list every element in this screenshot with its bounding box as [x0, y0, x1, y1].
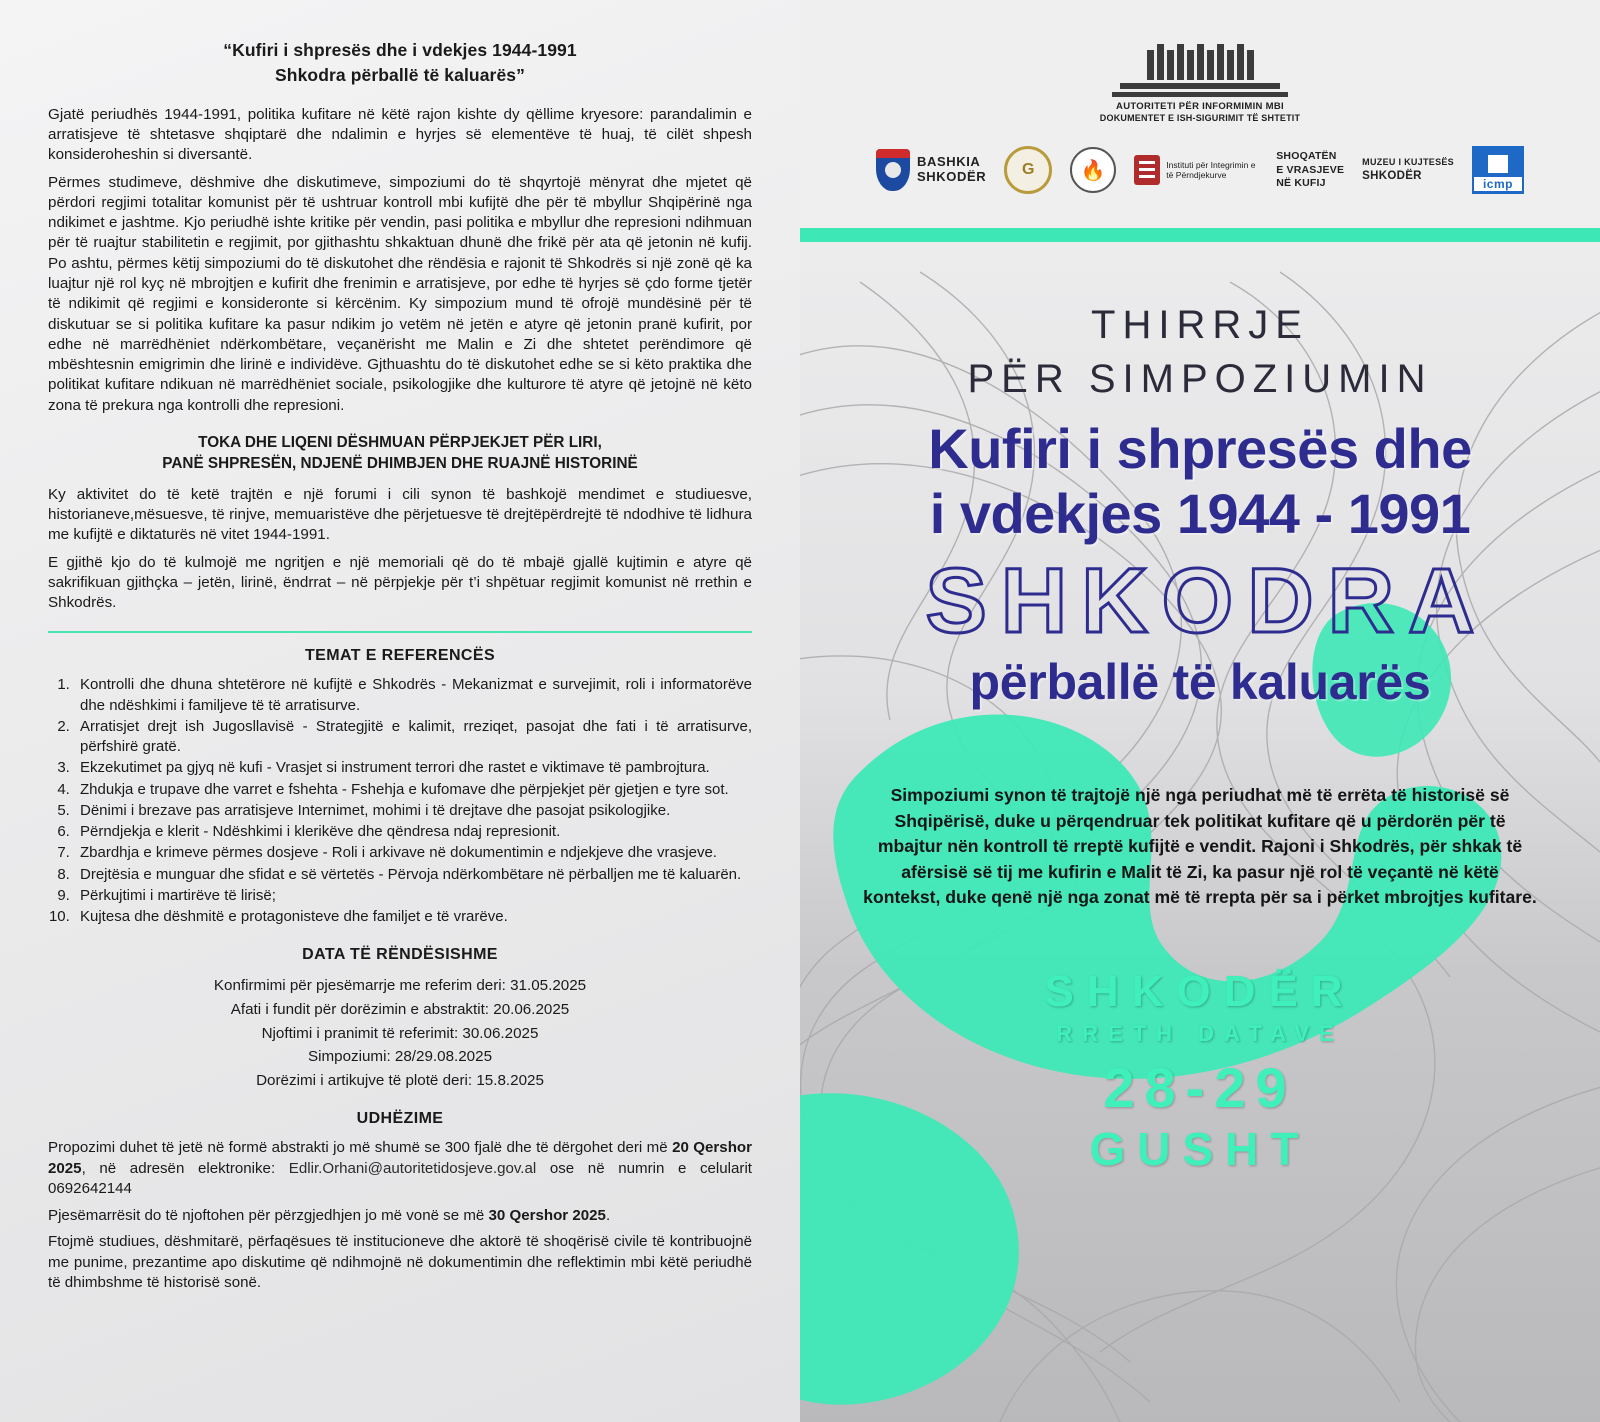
logo-header: [800, 0, 1600, 228]
subheading-line2: PANË SHPRESËN, NDJENË DHIMBJEN DHE RUAJNË HISTORINË: [162, 455, 638, 473]
topics-list: [48, 675, 752, 927]
poster-headline-line2: i vdekjes 1944 - 1991: [929, 481, 1471, 545]
poster-shkodra-outline: SHKODRA: [925, 550, 1489, 653]
museum-line2: SHKODËR: [1362, 169, 1422, 182]
list-item: 5. Dënimi i brezave pas arratisjeve Internimet, mohimi i të drejtave dhe pasojat psikologjike.: [74, 801, 752, 821]
forum-paragraph-2: E gjithë kjo do të kulmojë me ngritjen e një memoriali që do të mbajë gjallë kujtimin e atyre që sakrifikuan gjithçka – jetën, lirinë, ëndrrat – në përpjekje për t’i shpëtuar regjimit komunist në rrethin e Shkodrës.: [48, 553, 752, 612]
footer-month: GUSHT: [1089, 1122, 1311, 1175]
list-item: 9. Përkujtimi i martirëve të lirisë;: [74, 886, 752, 906]
list-item: 3. Ekzekutimet pa gjyq në kufi - Vrasjet si instrument terrori dhe rastet e viktimave të pambrojtura.: [74, 758, 752, 778]
institute-label: Instituti për Integrimin e të Përndjekurve: [1166, 159, 1256, 181]
flame-icon: 🔥: [1080, 159, 1106, 182]
bashkia-line1: BASHKIA: [917, 154, 981, 170]
contact-phone: 0692642144: [48, 1180, 132, 1198]
institute-mark-icon: [1134, 155, 1160, 185]
adisa-label-line2: DOKUMENTET E ISH-SIGURIMIT TË SHTETIT: [1099, 112, 1301, 123]
logo-row-primary: [800, 0, 1600, 124]
guide-deadline-1: 20 Qershor 2025: [48, 1139, 753, 1177]
poster-abstract-text: Simpoziumi synon të trajtojë një nga periudhat më të errëta të historisë së Shqipërisë, duke u përqendruar tek politikat kufitare që u përdorën për të mbajtur nën kontroll të rreptë kufijtë e vendit. Rajoni i Shkodrës, për shkak të afërsisë së tij me kufirin e Malit të Zi, ka pasur një rol të veçantë në këtë kontekst, duke qenë një nga zonat më të rrepta për sa i përket mbrojtjes kufitare.: [863, 785, 1537, 908]
date-item: Njoftimi i pranimit të referimit: 30.06.2025: [261, 1024, 539, 1042]
spacer: [48, 928, 752, 942]
poster-content: [800, 242, 1600, 1176]
archive-building-icon: [1035, 26, 1365, 80]
call-line-2: PËR SIMPOZIUMIN: [967, 357, 1433, 401]
shoqata-logo: [1276, 150, 1344, 189]
footer-city: SHKODËR: [1044, 966, 1356, 1016]
dates-list: [48, 974, 752, 1092]
logo-row-partners: [800, 146, 1600, 194]
list-item: 10. Kujtesa dhe dëshmitë e protagonisteve dhe familjet e të vrarëve.: [74, 907, 752, 927]
bashkia-label: [917, 155, 986, 185]
association-seal-icon: [1070, 147, 1116, 193]
left-title-line1: “Kufiri i shpresës dhe i vdekjes 1944-1991: [223, 40, 577, 60]
poster-headline-line1: Kufiri i shpresës dhe: [928, 417, 1472, 480]
adisa-label-line1: AUTORITETI PËR INFORMIMIN MBI: [1116, 101, 1284, 112]
subheading-line1: TOKA DHE LIQENI DËSHMUAN PËRPJEKJET PËR LIRI,: [198, 433, 602, 451]
guide-1c: , në adresën elektronike:: [81, 1159, 289, 1177]
list-item: 6. Përndjekja e klerit - Ndëshkimi i klerikëve dhe qëndresa ndaj represionit.: [74, 822, 752, 842]
right-poster-panel: [800, 0, 1600, 1422]
subheading: [48, 432, 752, 475]
teal-accent-bar: [800, 228, 1600, 242]
icmp-mark-icon: [1488, 155, 1508, 173]
shoqata-line1: SHOQATËN: [1276, 150, 1337, 163]
call-line-1: THIRRJE: [1091, 303, 1309, 347]
footer-rreth-datave: RRETH DATAVE: [1056, 1020, 1344, 1046]
poster-subtitle: përballë të kaluarës: [969, 654, 1431, 711]
guide-1a: Propozimi duhet të jetë në formë abstrakti jo më shumë se 300 fjalë dhe të dërgohet deri më: [48, 1139, 673, 1157]
icmp-label: icmp: [1474, 177, 1522, 191]
contact-email[interactable]: Edlir.Orhani@autoritetidosjeve.gov.al: [288, 1159, 537, 1177]
call-heading: [800, 298, 1600, 406]
guide-2c: .: [605, 1206, 611, 1224]
seal-letter: G: [1021, 161, 1035, 179]
date-item: Simpoziumi: 28/29.08.2025: [307, 1048, 493, 1066]
topics-title: TEMAT E REFERENCËS: [304, 647, 496, 665]
date-item: Afati i fundit për dorëzimin e abstraktit: 20.06.2025: [230, 1001, 570, 1019]
poster-artwork: [800, 242, 1600, 1422]
date-item: Dorëzimi i artikujve të plotë deri: 15.8.2025: [256, 1071, 544, 1089]
list-item: 7. Zbardhja e krimeve përmes dosjeve - Roli i arkivave në dokumentimin e ndjekjeve dhe vrasjeve.: [74, 843, 752, 863]
poster-footer: [800, 967, 1600, 1176]
footer-days: 28-29: [1103, 1055, 1297, 1119]
spacer: [48, 1092, 752, 1106]
museum-line1: MUZEU I KUJTESËS: [1362, 156, 1454, 167]
guidelines-paragraph-1: [48, 1138, 752, 1200]
list-item: 4. Zhdukja e trupave dhe varret e fshehta - Fshehja e kufomave dhe përpjekjet për gjetjen e tyre sot.: [74, 780, 752, 800]
institute-logo: [1134, 155, 1258, 185]
guidelines-title: UDHËZIME: [356, 1110, 444, 1128]
left-title-line2: Shkodra përballë të kaluarës”: [275, 65, 525, 86]
guide-2a: Pjesëmarrësit do të njoftohen për përzgjedhjen jo më vonë se më: [48, 1206, 489, 1224]
building-base: [1112, 92, 1288, 97]
intro-paragraph-1: Gjatë periudhës 1944-1991, politika kufitare në këtë rajon kishte dy qëllime kryesore: parandalimin e arratisjeve të shtetasve shqiptarë dhe ndalimin e hyrjes së elementëve të huaj, të cilët shpesh konsideroheshin si diversantë.: [48, 105, 752, 164]
museum-logo: [1362, 157, 1454, 184]
gold-seal-icon: [1004, 146, 1052, 194]
adisa-logo: [1035, 26, 1365, 124]
shoqata-line2: E VRASJEVE: [1276, 163, 1345, 176]
building-roof: [1120, 83, 1280, 89]
date-item: Konfirmimi për pjesëmarrje me referim deri: 31.05.2025: [213, 977, 587, 995]
forum-paragraph-1: Ky aktivitet do të ketë trajtën e një forumi i cili synon të bashkojë mendimet e studiuesve, historianeve,mësuesve, të rinjve, memuaristëve dhe përjetuesve të drejtëpërdrejtë të ndodhive të lidhura me kufijtë e diktaturës në vitet 1944-1991.: [48, 485, 752, 544]
bashkia-line2: SHKODËR: [917, 169, 987, 185]
list-item: 8. Drejtësia e munguar dhe sfidat e së vërtetës - Përvoja ndërkombëtare në përballjen me të kaluarën.: [74, 865, 752, 885]
guide-deadline-2: 30 Qershor 2025: [488, 1206, 606, 1224]
list-item: 1. Kontrolli dhe dhuna shtetërore në kufijtë e Shkodrës - Mekanizmat e survejimit, roli i informatorëve dhe ndëshkimi i familjeve të të arratisurve.: [74, 675, 752, 716]
icmp-logo: [1472, 146, 1524, 194]
guide-1d: ose në numrin e celularit: [536, 1159, 752, 1177]
crest-icon: [876, 149, 910, 191]
shoqata-line3: NË KUFIJ: [1276, 176, 1326, 189]
left-title: [48, 38, 752, 89]
intro-paragraph-2: Përmes studimeve, dëshmive dhe diskutimeve, simpoziumi do të shqyrtojë mënyrat dhe mjetet që përdori regjimi totalitar komunist për të ushtruar kontroll mbi kufijtë dhe për të mbyllur Shqipërinë nga ndikimet e jashtme. Kjo periudhë ishte kritike për vendin, pasi politika e mbyllur dhe represioni ndihmuan për të ruajtur stabilitetin e regjimit, por gjithashtu shkaktuan dhunë dhe frikë për ata që jetonin në kufij. Po ashtu, përmes këtij simpoziumi do të diskutohet dhe rëndësia e rajonit të Shkodrës si një zonë që ka luajtur një rol kyç në mbrojtjen e kufirit dhe frenimin e arratisjeve, por edhe të hyrjes së çdo forme tjetër të ndikimit që regjimi e konsideronte si kërcënim. Ky simpozium mund të ofrojë mundësinë për të diskutuar se si politika kufitare ka pasur ndikim jo vetëm në jetën e atyre që jetonin pranë kufirit, por edhe në marrëdhëniet ndërkombëtare, veçanërisht me Malin e Zi dhe shtetet perëndimore që mbështesnin emigrimin dhe lirinë e individëve. Gjthuashtu do të diskutohet edhe se si këto praktika dhe politikat kufitare ndikuan në marrëdhëniet sociale, psikologjike dhe kulturore të atyre që jetojnë në këto zona të prekura nga kontrolli dhe represioni.: [48, 173, 752, 414]
guidelines-body: [48, 1138, 752, 1294]
teal-divider: [48, 631, 752, 633]
bashkia-shkoder-logo: [876, 149, 986, 191]
guidelines-paragraph-2: [48, 1206, 752, 1227]
dates-title: DATA TË RËNDËSISHME: [302, 946, 498, 964]
guidelines-paragraph-3: Ftojmë studiues, dëshmitarë, përfaqësues të institucioneve dhe aktorë të shoqërisë civile të kontribuojnë me punime, prezantime apo diskutime që ndihmojnë në dokumentimin dhe reflektimin mbi këtë periudhë të dhimbshme të historisë sonë.: [48, 1233, 752, 1292]
list-item: 2. Arratisjet drejt ish Jugosllavisë - Strategjitë e kalimit, rreziqet, pasojat dhe fati i të arratisurve, përfshirë gratë.: [74, 717, 752, 758]
